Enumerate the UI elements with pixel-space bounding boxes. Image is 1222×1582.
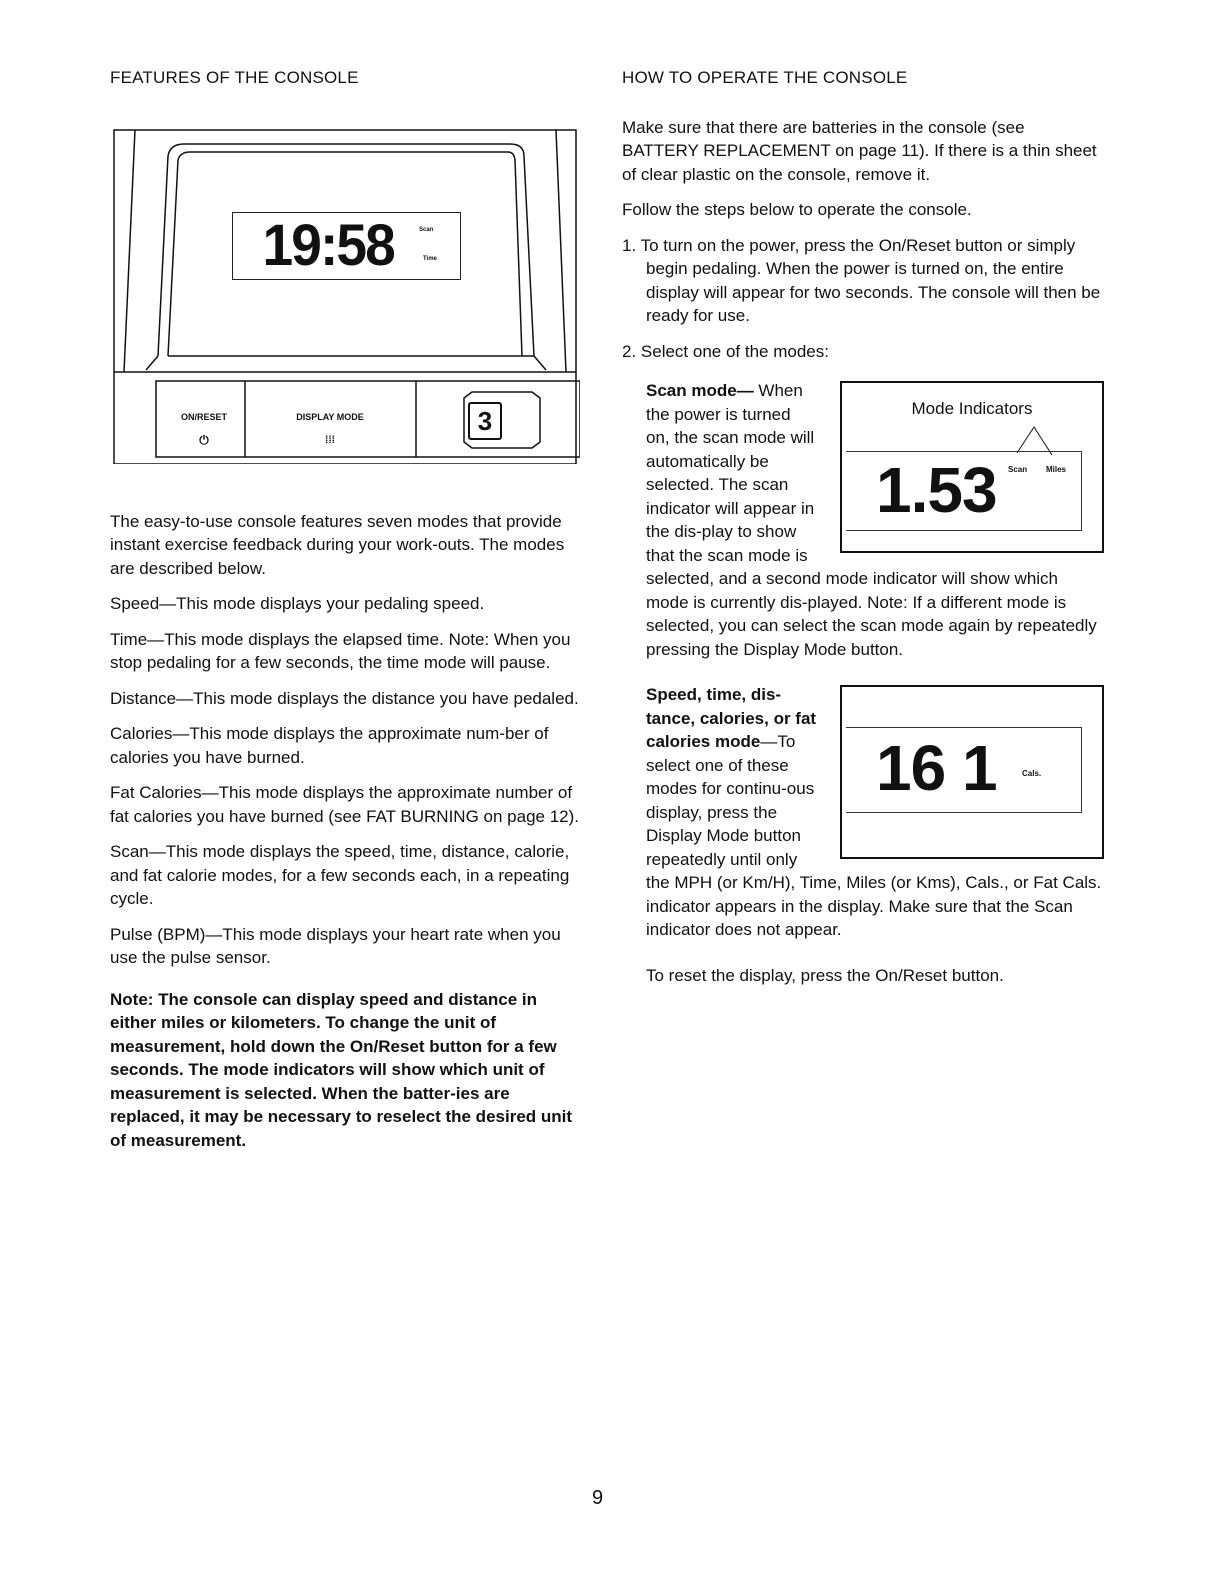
console-display-value: 19:58 bbox=[262, 212, 394, 278]
mode-scan: Scan—This mode displays the speed, time, distance, calorie, and fat calorie modes, for a few seconds each, in a repeating cycle. bbox=[110, 842, 570, 908]
mode-pulse: Pulse (BPM)—This mode displays your heart rate when you use the pulse sensor. bbox=[110, 924, 561, 967]
single-mode-body: —To select one of these modes for continu-ous display, press the Display Mode button repeatedly until only the MPH (or Km/H), Time, Miles (or Kms), Cals., or Fat Cals. indicator appears in the display. Make sure that the Scan indicator does not appear. bbox=[646, 732, 1102, 939]
page-number: 9 bbox=[592, 1487, 604, 1509]
batteries-text: Make sure that there are batteries in the console (see BATTERY REPLACEMENT on page 11). If there is a thin sheet of clear plastic on the console, remove it. bbox=[622, 117, 1097, 184]
scan-mode-section bbox=[622, 379, 1102, 987]
on-reset-button[interactable] bbox=[164, 406, 244, 453]
units-note: Note: The console can display speed and distance in either miles or kilometers. To change the unit of measurement, hold down the On/Reset button for a few seconds. The mode indicators will show which unit of measurement is selected. When the batter-ies are replaced, it may be necessary to reselect the desired unit of measurement. bbox=[110, 989, 573, 1150]
scan-mode-body: When the power is turned on, the scan mode will automatically be selected. The scan indicator will appear in the dis-play to show that the scan mode is selected, and a second mode indicator will show which mode is currently dis-played. Note: If a different mode is selected, you can select the scan mode again by repeatedly pressing the Display Mode button. bbox=[646, 381, 1097, 659]
console-lcd bbox=[232, 212, 461, 280]
mode-fat-calories: Fat Calories—This mode displays the approximate number of fat calories you have burned (see FAT BURNING on page 12). bbox=[110, 783, 580, 826]
scan-indicator: Scan bbox=[419, 226, 434, 233]
step-1: 1. To turn on the power, press the On/Reset button or simply begin pedaling. When the power is turned on, the entire display will appear for two seconds. The console will then be ready for use. bbox=[622, 235, 1101, 325]
power-icon: ⏻ bbox=[199, 433, 209, 447]
single-mode-title: Speed, time, dis-tance, calories, or fat calories mode bbox=[646, 685, 817, 751]
step-2: 2. Select one of the modes: bbox=[622, 341, 829, 361]
mode-distance: Distance—This mode displays the distance you have pedaled. bbox=[110, 688, 579, 708]
display-mode-label: DISPLAY MODE bbox=[296, 411, 364, 422]
mode-indicators-figure bbox=[840, 381, 1104, 553]
console-diagram bbox=[110, 116, 580, 464]
intro-text: The easy-to-use console features seven modes that provide instant exercise feedback during your work-outs. The modes are described below. bbox=[110, 511, 565, 578]
mode-calories: Calories—This mode displays the approximate num-ber of calories you have burned. bbox=[110, 724, 549, 767]
miles-indicator: Miles bbox=[1046, 465, 1067, 474]
follow-steps-text: Follow the steps below to operate the console. bbox=[622, 200, 972, 219]
display-mode-button[interactable] bbox=[250, 406, 410, 453]
mode-speed: Speed—This mode displays your pedaling speed. bbox=[110, 594, 485, 613]
figure-lcd bbox=[846, 727, 1082, 813]
scan-indicator: Scan bbox=[1008, 465, 1028, 474]
features-heading: FEATURES OF THE CONSOLE bbox=[110, 68, 359, 87]
figure-display-value: 16 1 bbox=[876, 732, 997, 804]
callout-number: 3 bbox=[468, 402, 502, 440]
cals-indicator: Cals. bbox=[1022, 769, 1042, 778]
time-indicator: Time bbox=[423, 255, 437, 262]
mode-time: Time—This mode displays the elapsed time. Note: When you stop pedaling for a few seconds, the time mode will pause. bbox=[110, 629, 571, 672]
right-column bbox=[622, 66, 1102, 999]
figure-lcd bbox=[846, 451, 1082, 531]
figure-display-value: 1.53 bbox=[876, 454, 997, 526]
operate-heading: HOW TO OPERATE THE CONSOLE bbox=[622, 68, 908, 87]
single-mode-figure bbox=[840, 685, 1104, 859]
left-column bbox=[110, 66, 585, 1164]
dots-icon: ⁞⁞⁞ bbox=[325, 435, 335, 446]
scan-mode-title: Scan mode— bbox=[646, 381, 754, 400]
on-reset-label: ON/RESET bbox=[180, 411, 227, 422]
reset-text: To reset the display, press the On/Reset button. bbox=[646, 965, 1004, 985]
figure-caption: Mode Indicators bbox=[911, 399, 1033, 418]
